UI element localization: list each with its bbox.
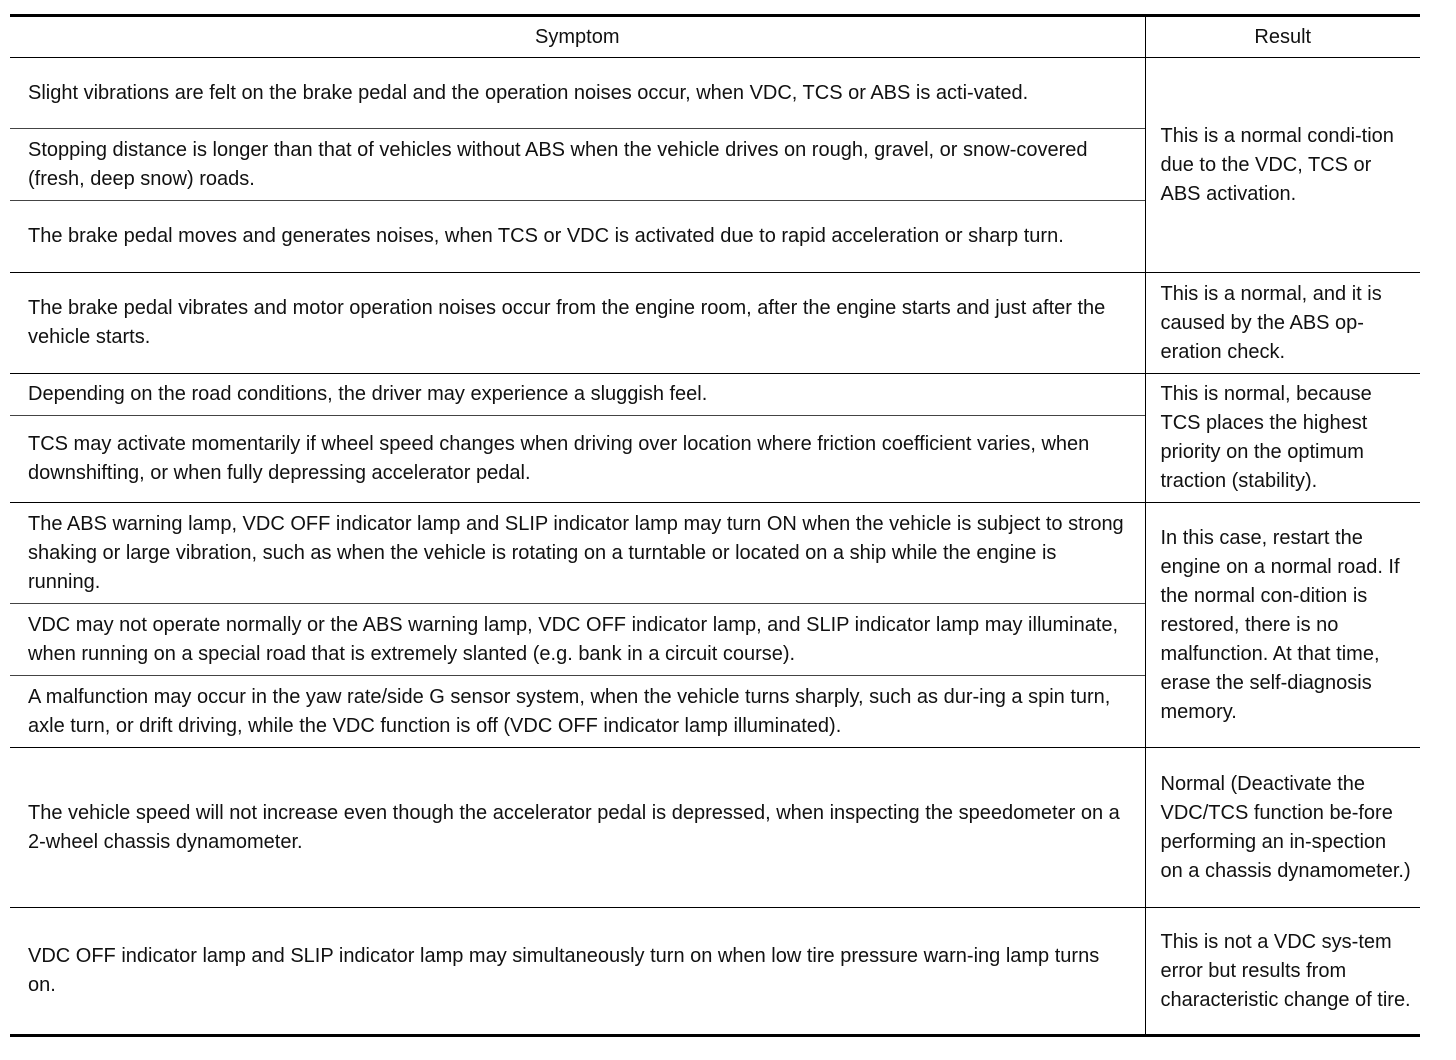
table-row	[10, 748, 1420, 908]
result-cell: This is normal, because TCS places the highest priority on the optimum traction (stability).	[1145, 374, 1420, 503]
header-row	[10, 16, 1420, 58]
result-cell: This is a normal, and it is caused by the ABS op-eration check.	[1145, 273, 1420, 374]
symptom-cell: VDC OFF indicator lamp and SLIP indicator lamp may simultaneously turn on when low tire pressure warn-ing lamp turns on.	[10, 908, 1145, 1036]
result-cell: In this case, restart the engine on a normal road. If the normal con-dition is restored, there is no malfunction. At that time, erase the self-diagnosis memory.	[1145, 503, 1420, 748]
result-header: Result	[1145, 16, 1420, 58]
symptom-header: Symptom	[10, 16, 1145, 58]
symptom-cell: Depending on the road conditions, the driver may experience a sluggish feel.	[10, 374, 1145, 416]
symptom-cell: VDC may not operate normally or the ABS warning lamp, VDC OFF indicator lamp, and SLIP indicator lamp may illuminate, when running on a special road that is extremely slanted (e.g. bank in a circuit course).	[10, 604, 1145, 676]
symptom-cell: The brake pedal moves and generates noises, when TCS or VDC is activated due to rapid acceleration or sharp turn.	[10, 201, 1145, 273]
symptom-result-table	[10, 14, 1420, 1037]
table-row	[10, 503, 1420, 604]
symptom-cell: TCS may activate momentarily if wheel speed changes when driving over location where friction coefficient varies, when downshifting, or when fully depressing accelerator pedal.	[10, 416, 1145, 503]
result-cell: This is a normal condi-tion due to the VDC, TCS or ABS activation.	[1145, 58, 1420, 273]
symptom-cell: The ABS warning lamp, VDC OFF indicator lamp and SLIP indicator lamp may turn ON when the vehicle is subject to strong shaking or large vibration, such as when the vehicle is rotating on a turntable or located on a ship while the engine is running.	[10, 503, 1145, 604]
table-row	[10, 58, 1420, 129]
result-cell: This is not a VDC sys-tem error but results from characteristic change of tire.	[1145, 908, 1420, 1036]
symptom-cell: The vehicle speed will not increase even though the accelerator pedal is depressed, when inspecting the speedometer on a 2-wheel chassis dynamometer.	[10, 748, 1145, 908]
symptom-cell: A malfunction may occur in the yaw rate/side G sensor system, when the vehicle turns sharply, such as dur-ing a spin turn, axle turn, or drift driving, while the VDC function is off (VDC OFF indicator lamp illuminated).	[10, 676, 1145, 748]
symptom-cell: The brake pedal vibrates and motor operation noises occur from the engine room, after the engine starts and just after the vehicle starts.	[10, 273, 1145, 374]
symptom-cell: Stopping distance is longer than that of vehicles without ABS when the vehicle drives on rough, gravel, or snow-covered (fresh, deep snow) roads.	[10, 129, 1145, 201]
table-row	[10, 273, 1420, 374]
symptom-cell: Slight vibrations are felt on the brake pedal and the operation noises occur, when VDC, TCS or ABS is acti-vated.	[10, 58, 1145, 129]
result-cell: Normal (Deactivate the VDC/TCS function be-fore performing an in-spection on a chassis dynamometer.)	[1145, 748, 1420, 908]
table-row	[10, 374, 1420, 416]
table-row	[10, 908, 1420, 1036]
